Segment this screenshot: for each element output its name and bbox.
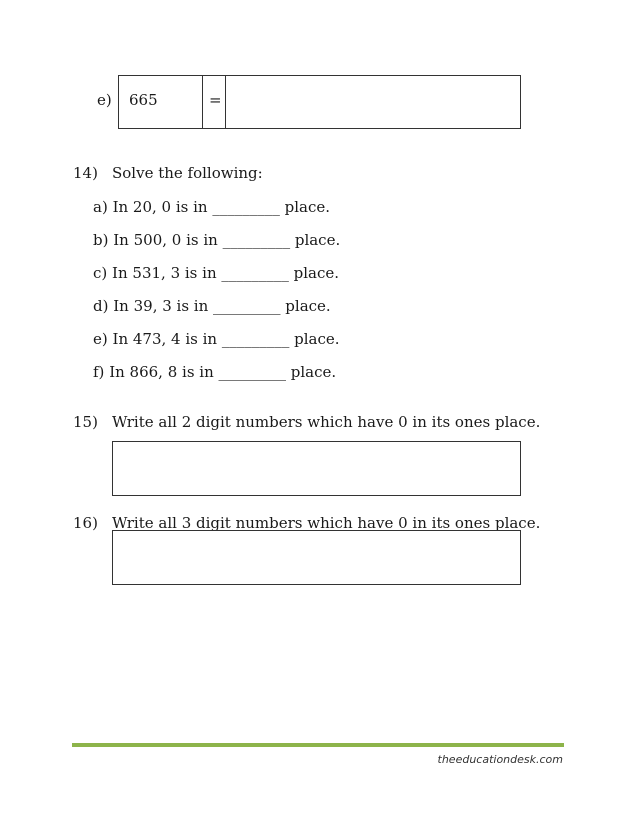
question-14-number: 14) (73, 164, 98, 182)
q14-item-e-text: In 473, 4 is in _________ place. (112, 330, 340, 348)
q14-item-b-label: b) (93, 231, 109, 249)
q14-item-b-text: In 500, 0 is in _________ place. (113, 231, 341, 249)
q14-item-d (93, 297, 331, 315)
q14-item-b (93, 231, 340, 249)
q14-item-f (93, 363, 336, 381)
q14-item-d-text: In 39, 3 is in _________ place. (113, 297, 331, 315)
row-e-label: e) (97, 91, 112, 109)
q14-item-c-label: c) (93, 264, 108, 282)
question-14-title: Solve the following: (112, 164, 263, 182)
question-16-text: Write all 3 digit numbers which have 0 in its ones place. (112, 514, 541, 532)
answer-cell[interactable] (226, 76, 520, 128)
question-16-answer-box[interactable] (112, 530, 521, 585)
q14-item-f-text: In 866, 8 is in _________ place. (109, 363, 337, 381)
footer-rule (72, 743, 564, 747)
question-15-text: Write all 2 digit numbers which have 0 in its ones place. (112, 413, 541, 431)
place-value-table-row (118, 75, 521, 129)
q14-item-a-label: a) (93, 198, 108, 216)
number-cell: 665 (119, 76, 203, 128)
question-15-answer-box[interactable] (112, 441, 521, 496)
q14-item-e-label: e) (93, 330, 108, 348)
question-15-number: 15) (73, 413, 98, 431)
q14-item-d-label: d) (93, 297, 109, 315)
q14-item-a-text: In 20, 0 is in _________ place. (112, 198, 331, 216)
q14-item-c-text: In 531, 3 is in _________ place. (112, 264, 340, 282)
footer-site: theeducationdesk.com (437, 753, 563, 766)
question-16-number: 16) (73, 514, 98, 532)
q14-item-c (93, 264, 339, 282)
q14-item-f-label: f) (93, 363, 105, 381)
q14-item-a (93, 198, 330, 216)
equals-cell: = (203, 76, 226, 128)
q14-item-e (93, 330, 340, 348)
